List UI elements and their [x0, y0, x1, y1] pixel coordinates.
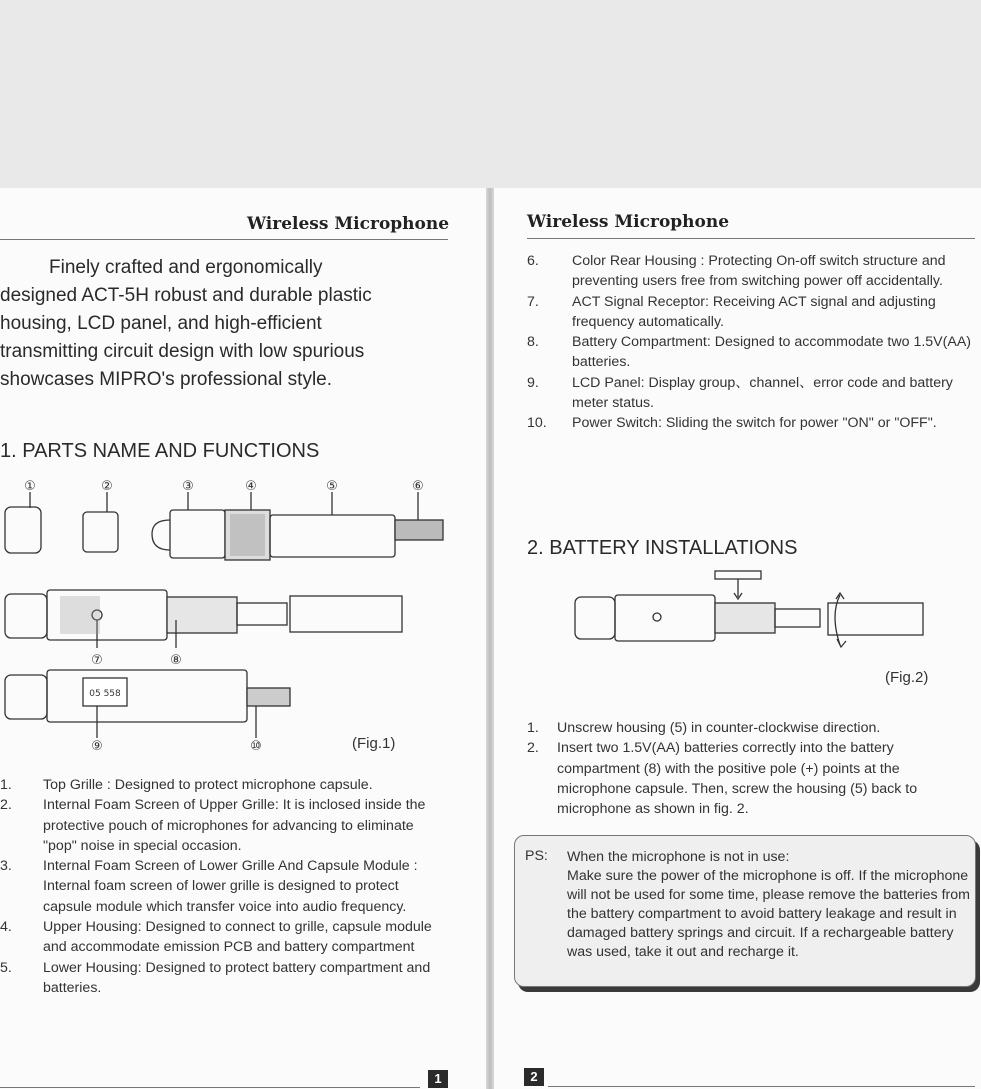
- item-text: Power Switch: Sliding the switch for power "ON" or "OFF".: [572, 415, 937, 432]
- item-number: 4.: [0, 919, 12, 936]
- item-text: ACT Signal Receptor: Receiving ACT signal and adjusting frequency automatically.: [572, 293, 936, 330]
- fig2-upper-housing: [615, 595, 715, 641]
- lower-housing-part: [270, 515, 395, 557]
- foam-screen-part: [83, 512, 118, 552]
- list-item: [0, 917, 448, 958]
- item-text: Lower Housing: Designed to protect battery compartment and batteries.: [43, 959, 431, 996]
- right-page-header: Wireless Microphone: [527, 212, 730, 232]
- list-item: [527, 251, 975, 292]
- page-number-left: 1: [428, 1070, 448, 1088]
- list-item: [0, 856, 448, 917]
- parts-list-left: [0, 775, 448, 998]
- right-footer-rule: [548, 1086, 975, 1087]
- item-text: Internal Foam Screen of Lower Grille And Capsule Module : Internal foam screen of lower grille is designed to protect capsule module which transfer voice into audio frequency.: [43, 858, 418, 915]
- left-header-rule: [0, 239, 448, 240]
- side-view-tail: [247, 688, 290, 706]
- right-header-rule: [527, 238, 975, 239]
- lcd-readout: 05 558: [89, 689, 121, 699]
- fig2-compartment: [715, 603, 775, 633]
- capsule-module-body: [170, 510, 225, 558]
- intro-line: showcases MIPRO's professional style.: [0, 369, 333, 390]
- item-text: Top Grille : Designed to protect microphone capsule.: [43, 777, 373, 793]
- figure-2-caption: (Fig.2): [885, 669, 929, 686]
- left-footer-rule: [0, 1087, 420, 1088]
- item-text: Battery Compartment: Designed to accommodate two 1.5V(AA) batteries.: [572, 334, 972, 371]
- parts-list-right: [527, 251, 975, 434]
- list-item: [527, 292, 975, 333]
- battery-section-title: 2. BATTERY INSTALLATIONS: [527, 537, 798, 559]
- item-number: 5.: [0, 959, 12, 976]
- callout-8: ⑧: [170, 653, 182, 668]
- assembled-lower-housing: [290, 596, 402, 632]
- list-item: [527, 413, 975, 433]
- assembled-grille: [5, 594, 47, 638]
- rear-housing-part: [395, 520, 443, 540]
- callout-1: ①: [24, 479, 36, 494]
- callout-10: ⑩: [250, 739, 262, 754]
- ps-text: [567, 848, 972, 962]
- list-item: [0, 795, 448, 856]
- item-number: 10.: [527, 415, 547, 432]
- callout-9: ⑨: [91, 739, 103, 754]
- intro-line: Finely crafted and ergonomically: [49, 257, 323, 278]
- ps-line: When the microphone is not in use:: [567, 849, 790, 865]
- item-text: LCD Panel: Display group、channel、error code and battery meter status.: [572, 374, 953, 412]
- callout-2: ②: [101, 479, 113, 494]
- book-gutter: [486, 188, 494, 1089]
- list-item: [0, 775, 448, 795]
- item-text: Color Rear Housing : Protecting On-off switch structure and preventing users free from switching power off accidentally.: [572, 253, 946, 290]
- list-item: [527, 332, 975, 373]
- side-view-grille: [5, 675, 47, 719]
- figure-2-diagram: [560, 565, 940, 665]
- list-item: [527, 718, 975, 738]
- item-number: 9.: [527, 374, 539, 391]
- figure-1-diagram: [0, 470, 470, 770]
- item-number: 1.: [0, 777, 12, 793]
- intro-line: designed ACT-5H robust and durable plastic: [0, 285, 372, 306]
- ps-label: PS:: [525, 848, 548, 864]
- parts-section-title: 1. PARTS NAME AND FUNCTIONS: [0, 440, 320, 462]
- page-number-right: 2: [524, 1068, 544, 1086]
- top-grille-part: [5, 507, 41, 553]
- capsule-module-part: [152, 520, 170, 550]
- left-page-header: Wireless Microphone: [247, 214, 450, 234]
- assembled-spring: [237, 603, 287, 625]
- item-number: 3.: [0, 858, 12, 875]
- step-number: 1.: [527, 720, 539, 736]
- step-text: Insert two 1.5V(AA) batteries correctly into the battery compartment (8) with the positive pole (+) points at the microphone capsule. Then, screw the housing (5) back to microphone as shown in fig. 2.: [557, 740, 918, 818]
- fig2-lower-housing: [828, 603, 923, 635]
- assembled-compartment: [167, 597, 237, 633]
- list-item: [527, 373, 975, 414]
- item-text: Internal Foam Screen of Upper Grille: It is inclosed inside the protective pouch of microphones for advancing to eliminate "pop" noise in special occasion.: [43, 797, 426, 854]
- item-text: Upper Housing: Designed to connect to grille, capsule module and accommodate emission PCB and battery compartment: [43, 919, 432, 956]
- side-view-body: [47, 670, 247, 722]
- callout-3: ③: [182, 479, 194, 494]
- callout-6: ⑥: [412, 479, 424, 494]
- figure-1-caption: (Fig.1): [352, 735, 396, 752]
- callout-5: ⑤: [326, 479, 338, 494]
- ps-note-box: [514, 835, 976, 987]
- callout-4: ④: [245, 479, 257, 494]
- item-number: 8.: [527, 334, 539, 351]
- ps-line: Make sure the power of the microphone is off. If the microphone will not be used for some time, please remove the batteries from the battery compartment to avoid battery leakage and result in damaged battery springs and circuit. If a rechargeable battery was used, take it out and recharge it.: [567, 868, 970, 960]
- item-number: 6.: [527, 253, 539, 269]
- battery-pair: [715, 571, 761, 579]
- intro-line: transmitting circuit design with low spurious: [0, 341, 365, 362]
- item-number: 2.: [0, 797, 12, 814]
- item-number: 7.: [527, 293, 539, 310]
- battery-steps-list: [527, 718, 975, 819]
- list-item: [0, 958, 448, 999]
- intro-line: housing, LCD panel, and high-efficient: [0, 313, 322, 334]
- step-text: Unscrew housing (5) in counter-clockwise direction.: [557, 720, 881, 736]
- step-number: 2.: [527, 740, 539, 757]
- callout-7: ⑦: [91, 653, 103, 668]
- fig2-spring: [775, 609, 820, 627]
- fig2-grille: [575, 597, 615, 639]
- intro-paragraph: [0, 254, 470, 394]
- list-item: [527, 738, 975, 819]
